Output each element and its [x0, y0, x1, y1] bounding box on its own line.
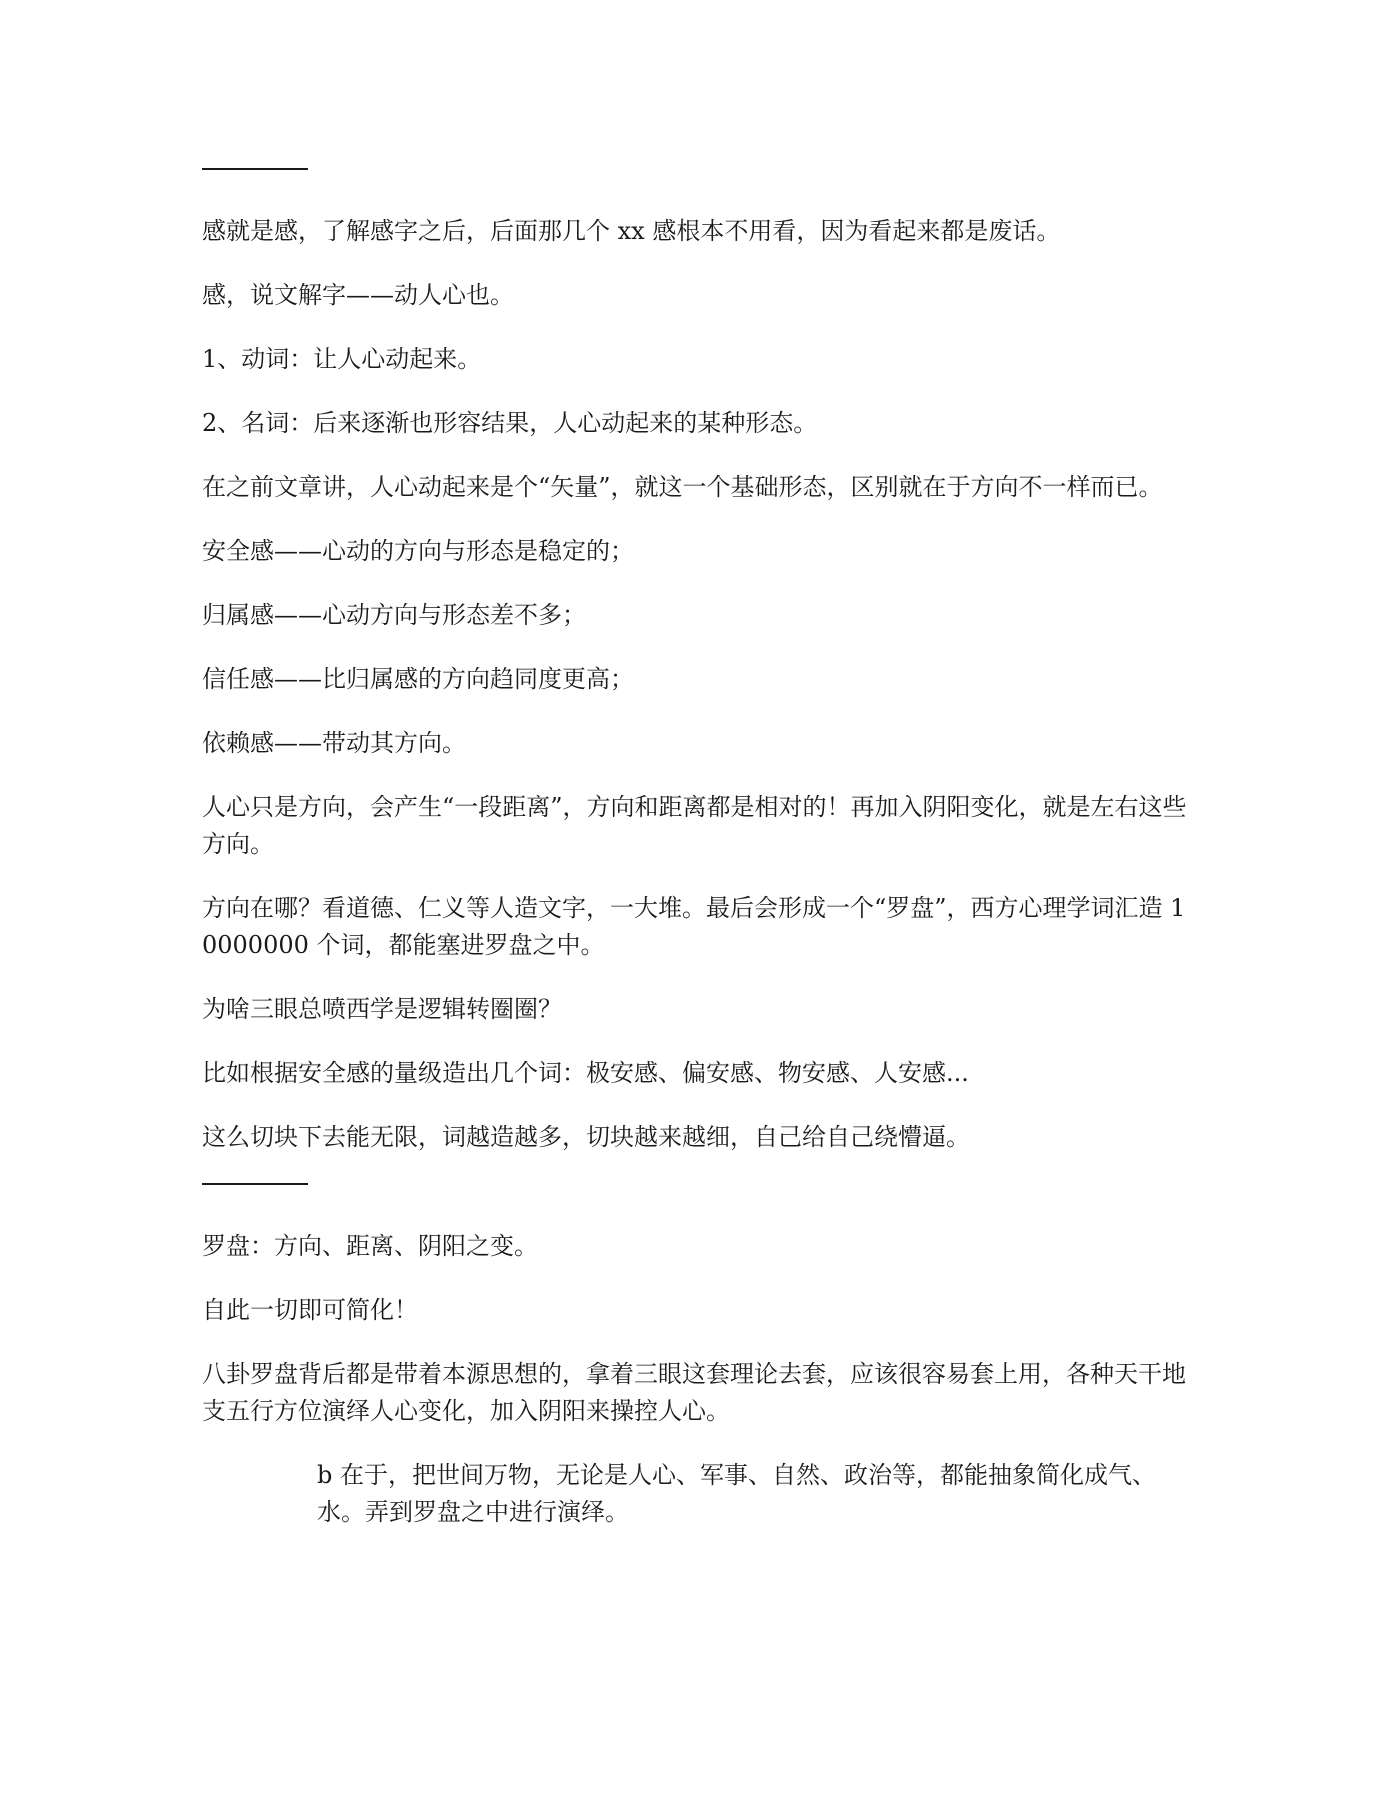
paragraph: 为啥三眼总喷西学是逻辑转圈圈？ — [202, 995, 562, 1023]
document-body — [202, 150, 1192, 1558]
paragraph: 自此一切即可简化！ — [202, 1296, 418, 1324]
paragraph: 罗盘：方向、距离、阴阳之变。 — [202, 1232, 538, 1260]
paragraph: 依赖感——带动其方向。 — [202, 729, 466, 757]
paragraph: 人心只是方向，会产生“一段距离”，方向和距离都是相对的！再加入阴阳变化，就是左右这些方向。 — [202, 793, 1187, 858]
paragraph: 安全感——心动的方向与形态是稳定的； — [202, 537, 634, 565]
paragraph: 这么切块下去能无限，词越造越多，切块越来越细，自己给自己绕懵逼。 — [202, 1123, 970, 1151]
paragraph: 在之前文章讲，人心动起来是个“矢量”，就这一个基础形态，区别就在于方向不一样而已。 — [202, 473, 1163, 501]
paragraph: 信任感——比归属感的方向趋同度更高； — [202, 665, 634, 693]
section-divider — [202, 168, 308, 170]
paragraph: 感就是感，了解感字之后，后面那几个 xx 感根本不用看，因为看起来都是废话。 — [202, 217, 1061, 245]
paragraph: 感，说文解字——动人心也。 — [202, 281, 514, 309]
paragraph: 1、动词：让人心动起来。 — [202, 345, 482, 373]
paragraph: 比如根据安全感的量级造出几个词：极安感、偏安感、物安感、人安感... — [202, 1059, 969, 1087]
paragraph: 归属感——心动方向与形态差不多； — [202, 601, 586, 629]
section-divider — [202, 1183, 308, 1185]
paragraph: 方向在哪？看道德、仁义等人造文字，一大堆。最后会形成一个“罗盘”，西方心理学词汇造 10000000 个词，都能塞进罗盘之中。 — [202, 894, 1186, 959]
paragraph: 2、名词：后来逐渐也形容结果，人心动起来的某种形态。 — [202, 409, 818, 437]
paragraph: 八卦罗盘背后都是带着本源思想的，拿着三眼这套理论去套，应该很容易套上用，各种天干地支五行方位演绎人心变化，加入阴阳来操控人心。 — [202, 1360, 1186, 1425]
paragraph: b 在于，把世间万物，无论是人心、军事、自然、政治等，都能抽象简化成气、水。弄到罗盘之中进行演绎。 — [317, 1461, 1156, 1526]
